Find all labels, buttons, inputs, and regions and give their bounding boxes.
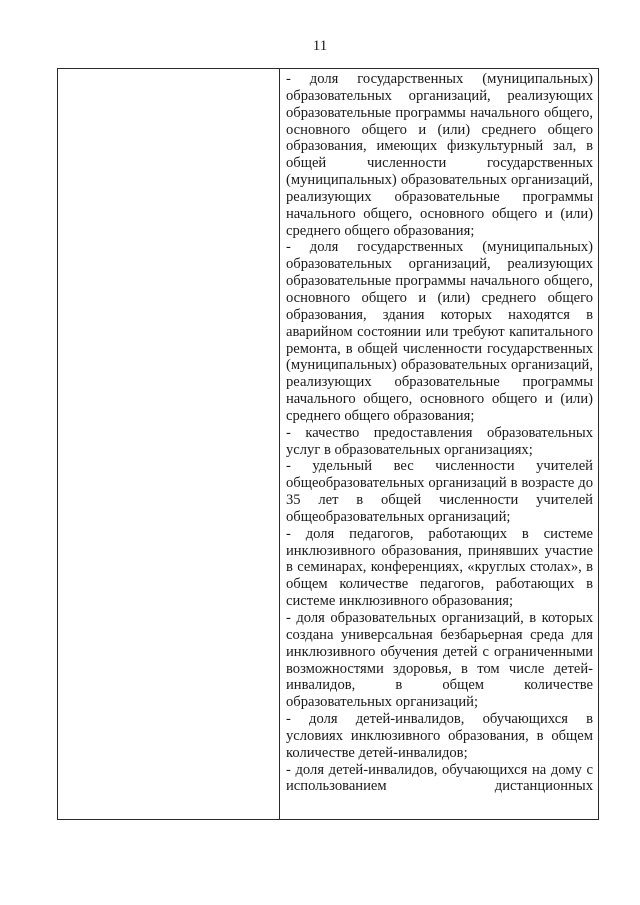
indicator-paragraph-6: - доля образовательных организаций, в которых создана универсальная безбарьерная среда для инклюзивного обучения детей с ограниченными возможностями здоровья, в том числе детей-инвалидов, в общем количестве образовательных организаций;	[286, 610, 593, 711]
indicator-paragraph-7: - доля детей-инвалидов, обучающихся в условиях инклюзивного образования, в общем количестве детей-инвалидов;	[286, 711, 593, 761]
indicator-paragraph-5: - доля педагогов, работающих в системе инклюзивного образования, принявших участие в семинарах, конференциях, «круглых столах», в общем количестве педагогов, работающих в системе инклюзивного образования;	[286, 525, 593, 610]
indicator-paragraph-8: - доля детей-инвалидов, обучающихся на дому с использованием дистанционных	[286, 761, 593, 795]
document-table	[57, 68, 599, 820]
page-number: 11	[312, 38, 328, 54]
indicator-paragraph-2: - доля государственных (муниципальных) образовательных организаций, реализующих образовательные программы начального общего, основного общего и (или) среднего общего образования, здания которых находятся в аварийном состоянии или требуют капитального ремонта, в общей численности государственных (муниципальных) образовательных организаций, реализующих образовательные программы начального общего, основного общего и (или) среднего общего образования;	[286, 239, 593, 424]
indicator-paragraph-1: - доля государственных (муниципальных) образовательных организаций, реализующих образовательные программы начального общего, основного общего и (или) среднего общего образования, имеющих физкультурный зал, в общей численности государственных (муниципальных) образовательных организаций, реализующих образовательные программы начального общего, основного общего и (или) среднего общего образования;	[286, 71, 593, 239]
indicator-paragraph-4: - удельный вес численности учителей общеобразовательных организаций в возрасте до 35 лет в общей численности учителей общеобразовательных организаций;	[286, 458, 593, 525]
table-left-cell	[58, 69, 280, 819]
table-right-cell	[280, 69, 598, 819]
indicator-paragraph-3: - качество предоставления образовательных услуг в образовательных организациях;	[286, 424, 593, 458]
